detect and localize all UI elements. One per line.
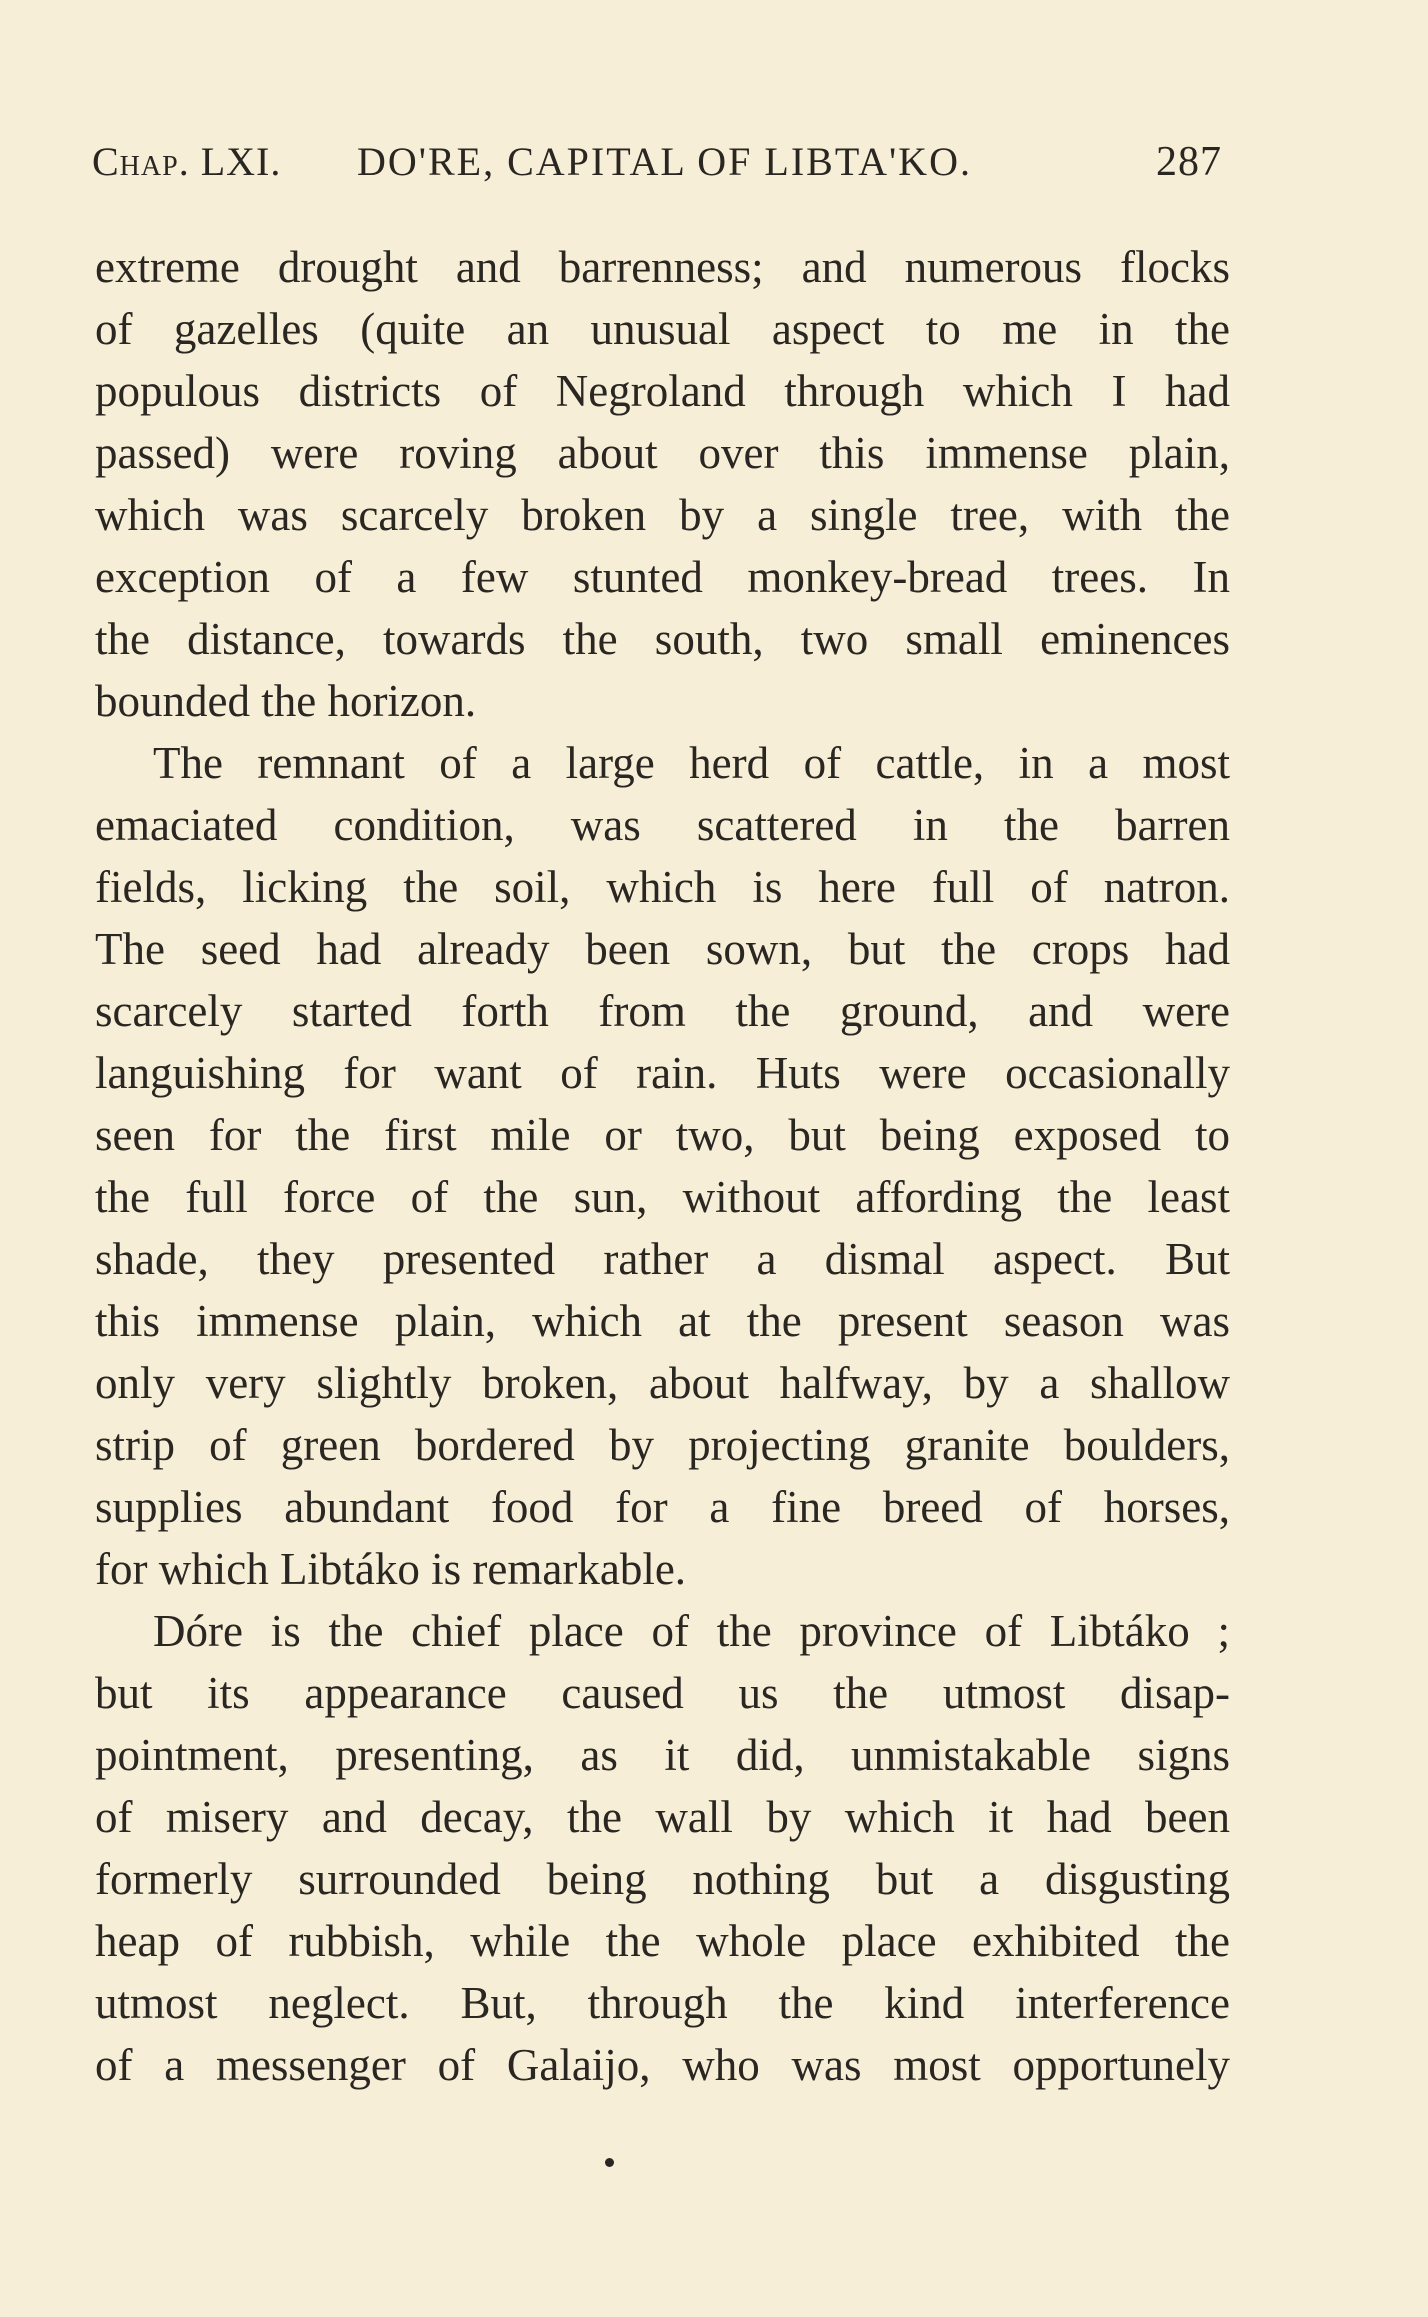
text-line: seen for the first mile or two, but being exposed to [95,1110,1230,1160]
text-line: emaciated condition, was scattered in the barren [95,800,1230,850]
text-line: pointment, presenting, as it did, unmistakable signs [95,1730,1230,1780]
paragraph [95,236,1230,732]
paragraph [95,732,1230,1600]
text-line: bounded the horizon. [95,676,477,726]
text-line: this immense plain, which at the present season was [95,1296,1230,1346]
text-line: of a messenger of Galaijo, who was most opportunely [95,2040,1230,2090]
chapter-label: Chap. LXI. [92,139,282,184]
text-line: shade, they presented rather a dismal aspect. But [95,1234,1230,1284]
ink-dot-mark [605,2158,614,2167]
text-line: extreme drought and barrenness; and numerous flocks [95,242,1230,292]
text-line: scarcely started forth from the ground, and were [95,986,1230,1036]
running-header [92,138,1222,194]
text-line: Dóre is the chief place of the province of Libtáko ; [153,1606,1230,1656]
text-line: populous districts of Negroland through which I had [95,366,1230,416]
text-line: only very slightly broken, about halfway, by a shallow [95,1358,1230,1408]
text-line: supplies abundant food for a fine breed of horses, [95,1482,1230,1532]
text-line: which was scarcely broken by a single tree, with the [95,490,1230,540]
paragraph [95,1600,1230,2096]
running-title: DO'RE, CAPITAL OF LIBTA'KO. [357,139,972,184]
text-line: but its appearance caused us the utmost disap- [95,1668,1230,1718]
text-line: languishing for want of rain. Huts were occasionally [95,1048,1230,1098]
text-line: the full force of the sun, without affording the least [95,1172,1230,1222]
text-line: utmost neglect. But, through the kind interference [95,1978,1230,2028]
text-line: The seed had already been sown, but the crops had [95,924,1230,974]
text-line: passed) were roving about over this immense plain, [95,428,1230,478]
page-number: 287 [1156,139,1222,185]
text-line: exception of a few stunted monkey-bread trees. In [95,552,1230,602]
body-text [95,236,1230,2096]
text-line: of gazelles (quite an unusual aspect to me in the [95,304,1230,354]
text-line: the distance, towards the south, two small eminences [95,614,1230,664]
text-line: formerly surrounded being nothing but a disgusting [95,1854,1230,1904]
text-line: The remnant of a large herd of cattle, in a most [153,738,1230,788]
text-line: strip of green bordered by projecting granite boulders, [95,1420,1230,1470]
text-line: heap of rubbish, while the whole place exhibited the [95,1916,1230,1966]
text-line: for which Libtáko is remarkable. [95,1544,687,1594]
text-line: fields, licking the soil, which is here full of natron. [95,862,1230,912]
text-line: of misery and decay, the wall by which it had been [95,1792,1230,1842]
